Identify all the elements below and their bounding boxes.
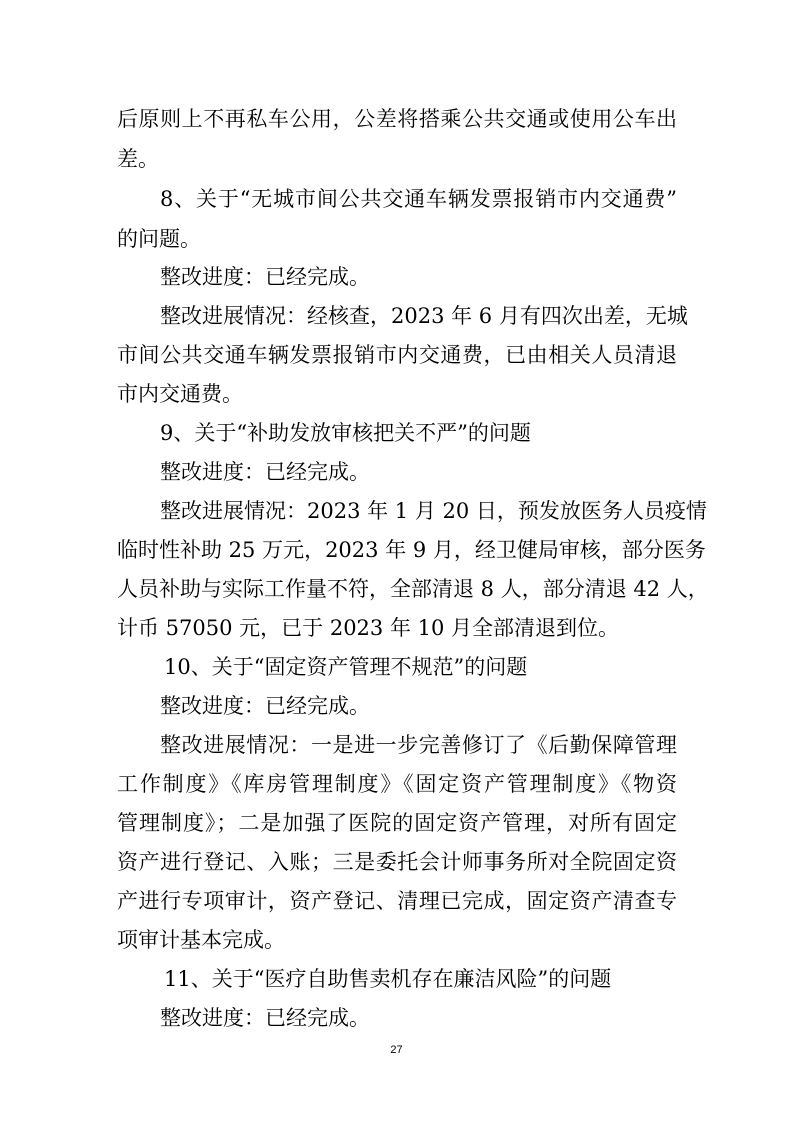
page-number: 27: [390, 1044, 403, 1056]
item-heading-8: 8、关于“无城市间公共交通车辆发票报销市内交通费”: [160, 187, 677, 211]
paragraph-line: 后原则上不再私车公用，公差将搭乘公共交通或使用公车出: [117, 107, 677, 131]
paragraph-line: 整改进展情况：经核查，2023 年 6 月有四次出差，无城: [160, 304, 688, 328]
progress-status-8: 整改进度：已经完成。: [160, 265, 370, 289]
progress-status-9: 整改进度：已经完成。: [160, 460, 370, 484]
item-heading-9: 9、关于“补助发放审核把关不严”的问题: [160, 421, 531, 445]
progress-status-10: 整改进度：已经完成。: [160, 694, 370, 718]
paragraph-line: 人员补助与实际工作量不符，全部清退 8 人，部分清退 42 人，: [117, 577, 709, 601]
paragraph-line: 计币 57050 元，已于 2023 年 10 月全部清退到位。: [117, 616, 620, 640]
item-heading-11: 11、关于“医疗自助售卖机存在廉洁风险”的问题: [164, 967, 612, 991]
paragraph-line: 整改进展情况：2023 年 1 月 20 日，预发放医务人员疫情: [160, 499, 707, 523]
paragraph-line: 管理制度》；二是加强了医院的固定资产管理，对所有固定: [117, 811, 677, 835]
paragraph-line: 临时性补助 25 万元，2023 年 9 月，经卫健局审核，部分医务: [117, 538, 706, 562]
paragraph-line: 市间公共交通车辆发票报销市内交通费，已由相关人员清退: [117, 343, 677, 367]
paragraph-line: 的问题。: [117, 227, 201, 251]
paragraph-line: 项审计基本完成。: [117, 928, 285, 952]
paragraph-line: 市内交通费。: [117, 382, 243, 406]
progress-status-11: 整改进度：已经完成。: [160, 1006, 370, 1030]
paragraph-line: 整改进展情况：一是进一步完善修订了《后勤保障管理: [160, 733, 677, 757]
paragraph-line: 资产进行登记、入账；三是委托会计师事务所对全院固定资: [117, 850, 677, 874]
paragraph-line: 产进行专项审计，资产登记、清理已完成，固定资产清查专: [117, 889, 677, 913]
item-heading-10: 10、关于“固定资产管理不规范”的问题: [164, 655, 528, 679]
paragraph-line: 差。: [117, 147, 159, 171]
paragraph-line: 工作制度》《库房管理制度》《固定资产管理制度》《物资: [117, 772, 677, 796]
